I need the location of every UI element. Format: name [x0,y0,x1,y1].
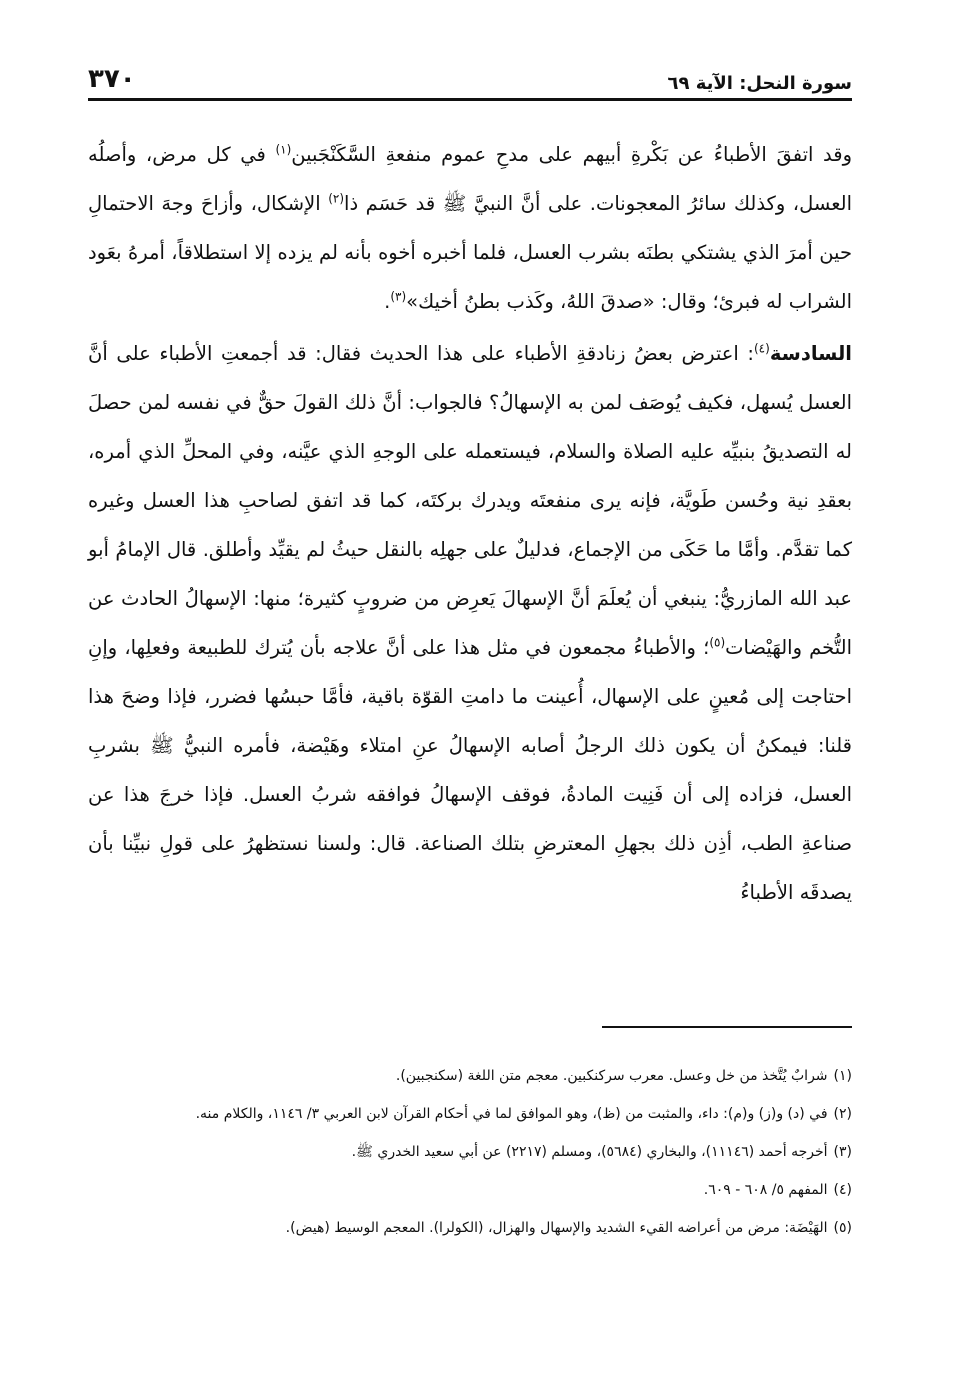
text-run: في كل مرض، وأصلُه العسل، وكذلك سائرُ المعجونات. على أنَّ النبيَّ ﷺ قد حَسَم ذا [88,143,853,215]
footnote-text: شرابٌ يُتَّخذ من خل وعسل. معرب سركنكبين. معجم متن اللغة (سكنجبين). [395,1068,828,1084]
footnote-ref: (١) [275,142,292,157]
footnote-item [88,1100,852,1129]
paragraph-1 [88,130,852,326]
footnote-number: (٢) [833,1106,852,1122]
paragraph-2 [88,329,852,917]
footnote-number: (٥) [833,1220,852,1236]
text-run: الإشكال، وأزاحَ وجهَ الاحتمالِ حين أمرَ الذي يشتكي بطنَه بشرب العسل، فلما أخبره أخوه بأنه لم يزده إلا استطلاقاً، أمرهُ بعَود الشراب له فبرئ؛ وقال: «صدقَ اللهُ، وكَذب بطنُ أخيك» [88,192,852,313]
footnote-item [88,1062,852,1091]
footnote-ref: (٣) [390,289,407,304]
footnote-text: أخرجه أحمد (١١١٤٦)، والبخاري (٥٦٨٤)، ومسلم (٢٢١٧) عن أبي سعيد الخدري ﷺ. [351,1144,828,1160]
footnote-number: (٣) [833,1144,852,1160]
footnote-ref: (٥) [709,635,726,650]
text-run: ؛ والأطباءُ مجمعون في مثل هذا على أنَّ علاجه بأن يُترك للطبيعة وفعلِها، وإنِ احتاجت إلى مُعينٍ على الإسهال، أُعينت ما دامتِ القوّة باقية، فأمَّا حبسُها فضرر، فإذا وضحَ هذا قلنا: فيمكنُ أن يكون ذلك الرجلُ أصابه الإسهالُ عنِ امتلاء وهَيْضة، فأمره النبيُّ ﷺ بشربِ العسل، فزاده إلى أن فَنِيت المادةُ، فوقف الإسهالُ فوافقه شربُ العسل. فإذا خرجَ هذا عن صناعةِ الطب، أذِن ذلك بجهلِ المعترضِ بتلك الصناعة. قال: ولسنا نستظهرُ على قولِ نبيِّنا بأن يصدقَه الأطباءُ [88,636,852,904]
footnote-ref: (٤) [753,341,770,356]
footnote-divider [602,1026,852,1028]
footnote-ref: (٢) [328,191,345,206]
main-text [88,130,852,917]
footnote-text: المفهم ٥/ ٦٠٨ - ٦٠٩. [703,1182,828,1198]
running-title: سورة النحل: الآية ٦٩ [667,73,852,94]
footnote-item [88,1176,852,1205]
footnote-item [88,1214,852,1243]
section-label: السادسة [769,342,852,365]
text-run: وقد اتفقَ الأطباءُ عن بَكْرةِ أبيهم على مدحِ عموم منفعةِ السَّكَنْجَبين [291,143,853,166]
footnote-text: الهَيْضَة: مرض من أعراضه القيء الشديد والإسهال والهزال، (الكولرا). المعجم الوسيط (هيض). [285,1220,828,1236]
footnote-number: (١) [833,1068,852,1084]
text-run: . [384,290,391,313]
footnotes [88,1062,852,1252]
page-header [88,58,852,101]
footnote-number: (٤) [833,1182,852,1198]
page-number: ٣٧٠ [88,64,136,94]
footnote-text: في (د) و(ز) و(م): داء، والمثبت من (ظ)، وهو الموافق لما في أحكام القرآن لابن العربي ٣/ ١١٤٦، والكلام منه. [195,1106,828,1122]
footnote-item [88,1138,852,1167]
text-run: : اعترض بعضُ زنادقةِ الأطباء على هذا الحديث فقال: قد أجمعتِ الأطباء على أنَّ العسل يُسهل، فكيف يُوصَف لمن به الإسهالُ؟ فالجواب: أنَّ ذلك القولَ حقٌّ في نفسه لمن حصلَ له التصديقُ بنبيِّه عليه الصلاة والسلام، فيستعمله على الوجهِ الذي عيَّنه، وفي المحلِّ الذي أمره، بعقدِ نية وحُسن طَويَّة، فإنه يرى منفعتَه ويدرك بركتَه، كما قد اتفق لصاحبِ هذا العسل وغيره كما تقدَّم. وأمَّا ما حَكَى من الإجماع، فدليلٌ على جهلِه بالنقل حيثُ لم يقيِّد وأطلق. قال الإمامُ أبو عبد الله المازريُّ: ينبغي أن يُعلَمَ أنَّ الإسهالَ يَعرِض من ضروبٍ كثيرة؛ منها: الإسهالُ الحادث عن التُّخم والهَيْضات [88,342,852,659]
